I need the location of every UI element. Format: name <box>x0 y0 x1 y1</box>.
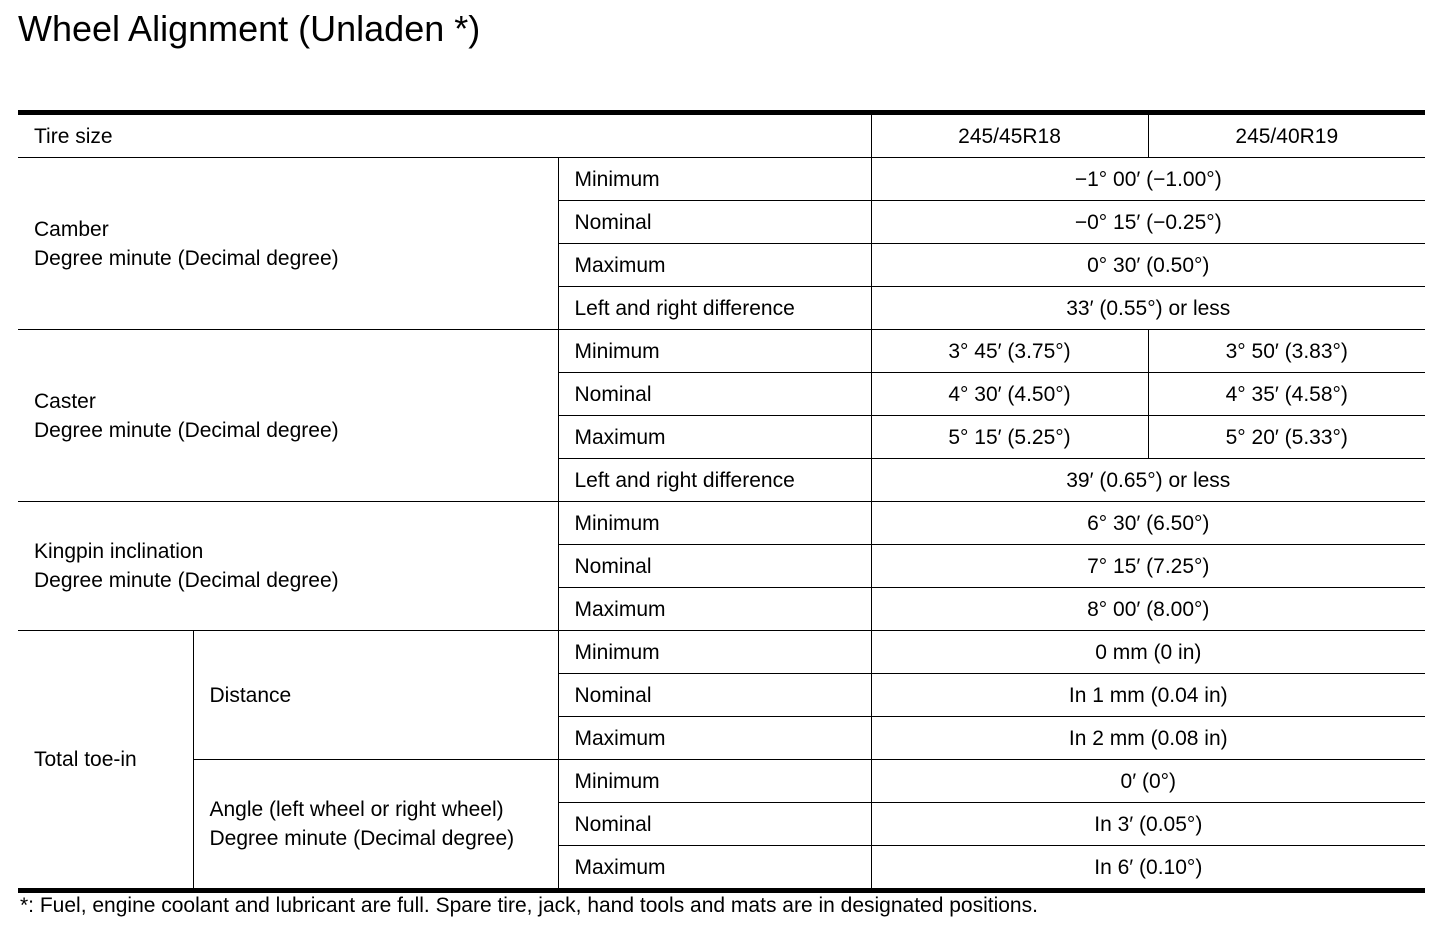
caster-nominal-19: 4° 35′ (4.58°) <box>1148 373 1425 416</box>
toe-angle-label-cell <box>193 760 558 891</box>
table-row <box>18 760 1425 803</box>
table-row <box>18 330 1425 373</box>
caster-maximum-19: 5° 20′ (5.33°) <box>1148 416 1425 459</box>
row-label: Left and right difference <box>558 459 871 502</box>
camber-unit-label: Degree minute (Decimal degree) <box>34 246 339 270</box>
caster-minimum-19: 3° 50′ (3.83°) <box>1148 330 1425 373</box>
toe-angle-nominal-value: In 3′ (0.05°) <box>871 803 1425 846</box>
toe-in-label: Total toe-in <box>18 631 193 891</box>
toe-angle-minimum-value: 0′ (0°) <box>871 760 1425 803</box>
tire-size-245-40r19: 245/40R19 <box>1148 113 1425 158</box>
table-header-row <box>18 113 1425 158</box>
table-row <box>18 502 1425 545</box>
footnote: *: Fuel, engine coolant and lubricant are full. Spare tire, jack, hand tools and mats are in designated positions. <box>20 894 1038 917</box>
toe-distance-label: Distance <box>193 631 558 760</box>
row-label: Nominal <box>558 201 871 244</box>
caster-label-cell <box>18 330 558 502</box>
caster-minimum-18: 3° 45′ (3.75°) <box>871 330 1148 373</box>
toe-distance-maximum-value: In 2 mm (0.08 in) <box>871 717 1425 760</box>
kingpin-unit-label: Degree minute (Decimal degree) <box>34 569 339 592</box>
camber-nominal-value: −0° 15′ (−0.25°) <box>871 201 1425 244</box>
row-label: Left and right difference <box>558 287 871 330</box>
row-label: Maximum <box>558 717 871 760</box>
row-label: Minimum <box>558 760 871 803</box>
camber-minimum-value: −1° 00′ (−1.00°) <box>871 158 1425 201</box>
row-label: Maximum <box>558 244 871 287</box>
toe-distance-minimum-value: 0 mm (0 in) <box>871 631 1425 674</box>
caster-lr-diff-value: 39′ (0.65°) or less <box>871 459 1425 502</box>
table-row <box>18 158 1425 201</box>
row-label: Nominal <box>558 545 871 588</box>
page-title: Wheel Alignment (Unladen *) <box>18 8 481 49</box>
row-label: Nominal <box>558 674 871 717</box>
toe-distance-nominal-value: In 1 mm (0.04 in) <box>871 674 1425 717</box>
tire-size-245-45r18: 245/45R18 <box>871 113 1148 158</box>
caster-unit-label: Degree minute (Decimal degree) <box>34 418 339 442</box>
caster-maximum-18: 5° 15′ (5.25°) <box>871 416 1148 459</box>
row-label: Minimum <box>558 158 871 201</box>
row-label: Maximum <box>558 846 871 891</box>
toe-angle-label: Angle (left wheel or right wheel) <box>209 798 504 821</box>
row-label: Minimum <box>558 330 871 373</box>
camber-label-cell <box>18 158 558 330</box>
row-label: Minimum <box>558 502 871 545</box>
row-label: Maximum <box>558 416 871 459</box>
row-label: Nominal <box>558 373 871 416</box>
caster-label: Caster <box>34 389 96 413</box>
caster-nominal-18: 4° 30′ (4.50°) <box>871 373 1148 416</box>
toe-angle-unit-label: Degree minute (Decimal degree) <box>209 827 515 850</box>
camber-label: Camber <box>34 217 109 241</box>
toe-angle-maximum-value: In 6′ (0.10°) <box>871 846 1425 891</box>
table-row <box>18 631 1425 674</box>
row-label: Minimum <box>558 631 871 674</box>
camber-lr-diff-value: 33′ (0.55°) or less <box>871 287 1425 330</box>
wheel-alignment-table <box>18 110 1425 893</box>
row-label: Nominal <box>558 803 871 846</box>
kingpin-minimum-value: 6° 30′ (6.50°) <box>871 502 1425 545</box>
row-label: Maximum <box>558 588 871 631</box>
kingpin-maximum-value: 8° 00′ (8.00°) <box>871 588 1425 631</box>
kingpin-nominal-value: 7° 15′ (7.25°) <box>871 545 1425 588</box>
kingpin-label-cell <box>18 502 558 631</box>
tire-size-label: Tire size <box>18 113 871 158</box>
kingpin-label: Kingpin inclination <box>34 540 204 563</box>
camber-maximum-value: 0° 30′ (0.50°) <box>871 244 1425 287</box>
